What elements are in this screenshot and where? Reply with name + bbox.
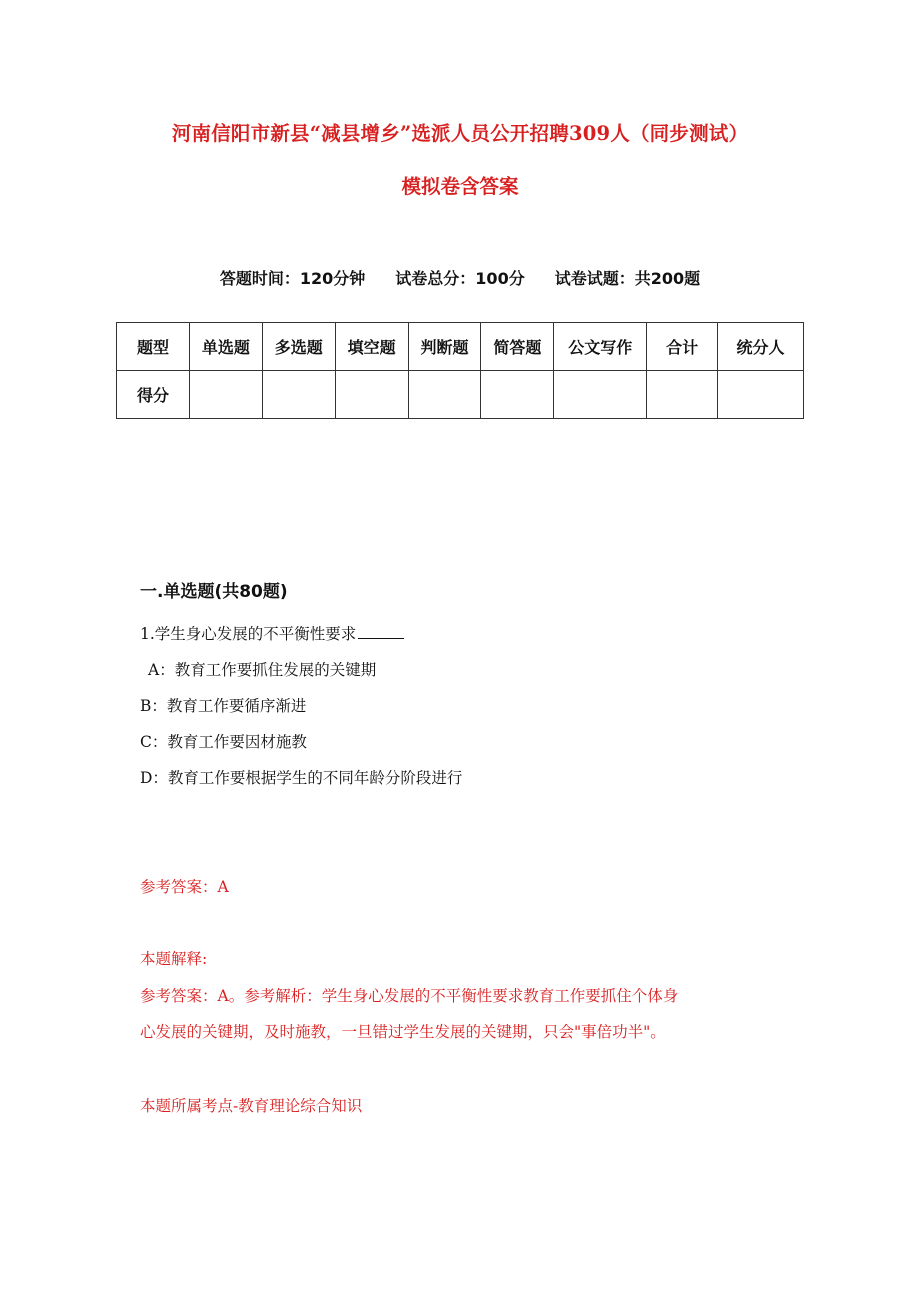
score-cell	[335, 371, 408, 419]
reference-answer: 参考答案：A	[140, 878, 229, 896]
score-cell	[481, 371, 554, 419]
score-cell	[262, 371, 335, 419]
score-cell	[647, 371, 718, 419]
explanation-line-2: 心发展的关键期，及时施教，一旦错过学生发展的关键期，只会"事倍功半"。	[140, 1023, 666, 1041]
score-table-header-row	[117, 323, 804, 371]
option-d: D：教育工作要根据学生的不同年龄分阶段进行	[140, 769, 463, 787]
score-table	[116, 322, 804, 419]
score-table-header-cell: 统分人	[718, 323, 804, 371]
document-title-line-1: 河南信阳市新县“减县增乡”选派人员公开招聘309人（同步测试）	[171, 122, 749, 145]
score-table-header-cell: 题型	[117, 323, 190, 371]
score-cell	[189, 371, 262, 419]
exam-info	[0, 266, 920, 289]
answer-blank	[358, 624, 404, 639]
exam-question-count: 试卷试题：共200题	[554, 269, 701, 288]
option-a: A：教育工作要抓住发展的关键期	[148, 661, 377, 679]
option-c: C：教育工作要因材施教	[140, 733, 307, 751]
score-table-score-row	[117, 371, 804, 419]
explanation-line-1: 参考答案：A。参考解析：学生身心发展的不平衡性要求教育工作要抓住个体身	[140, 987, 679, 1005]
knowledge-point: 本题所属考点-教育理论综合知识	[140, 1097, 363, 1115]
score-table-header-cell: 公文写作	[554, 323, 647, 371]
score-cell	[408, 371, 481, 419]
score-table-header-cell: 填空题	[335, 323, 408, 371]
score-row-label: 得分	[117, 371, 190, 419]
document-title-line-2: 模拟卷含答案	[401, 175, 519, 198]
exam-time: 答题时间：120分钟	[219, 269, 366, 288]
score-table-header-cell: 多选题	[262, 323, 335, 371]
explanation-label: 本题解释:	[140, 950, 208, 968]
score-table-header-cell: 判断题	[408, 323, 481, 371]
score-cell	[554, 371, 647, 419]
exam-total-score: 试卷总分：100分	[395, 269, 525, 288]
score-table-header-cell: 单选题	[189, 323, 262, 371]
score-table-header-cell: 简答题	[481, 323, 554, 371]
question-stem	[140, 622, 404, 644]
score-table-header-cell: 合计	[647, 323, 718, 371]
question-stem-text: 1.学生身心发展的不平衡性要求	[140, 625, 357, 643]
option-b: B：教育工作要循序渐进	[140, 697, 307, 715]
section-heading: 一.单选题(共80题)	[140, 582, 288, 602]
score-cell	[718, 371, 804, 419]
